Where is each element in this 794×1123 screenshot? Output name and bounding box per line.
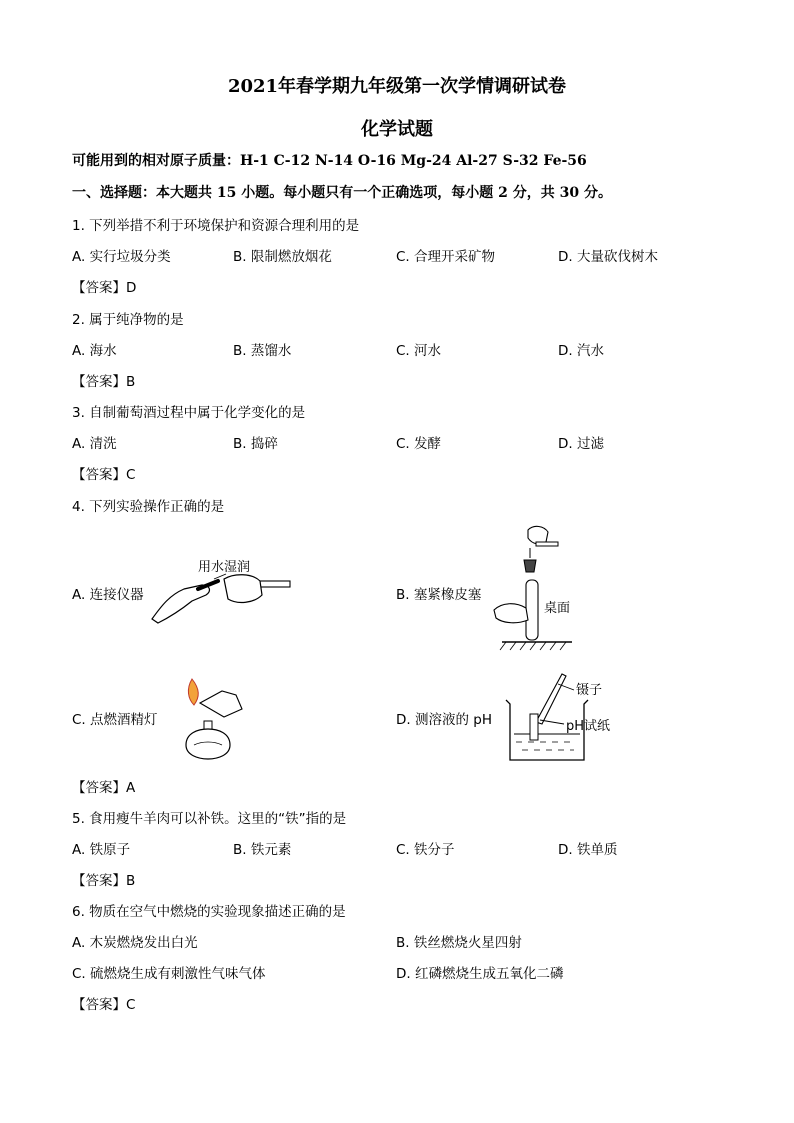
question-6-option-d: D. 红磷燃烧生成五氧化二磷: [396, 966, 564, 982]
rubber-stopper-icon: [524, 560, 536, 572]
answer-value: A: [126, 780, 136, 796]
question-3-option-c: C. 发酵: [396, 436, 442, 452]
atomic-masses: 可能用到的相对原子质量：H-1 C-12 N-14 O-16 Mg-24 Al-27 S-32 Fe-56: [72, 153, 587, 169]
question-2-answer: [72, 370, 135, 390]
question-6-option-b: B. 铁丝燃烧火星四射: [396, 935, 522, 951]
figure-label-ph-paper: pH试纸: [566, 719, 611, 734]
question-3-option-b: B. 捣碎: [233, 436, 278, 452]
question-3-option-a: A. 清洗: [72, 436, 117, 452]
desk-hatching: [500, 642, 566, 650]
figure-stopper: [492, 524, 578, 654]
answer-value: C: [126, 467, 136, 483]
question-6-stem: 6. 物质在空气中燃烧的实验现象描述正确的是: [72, 904, 346, 920]
left-hand-icon: [152, 585, 209, 623]
question-4-stem: 4. 下列实验操作正确的是: [72, 499, 225, 515]
figure-label-wet: 用水湿润: [198, 560, 251, 575]
question-5-stem: 5. 食用瘦牛羊肉可以补铁。这里的“铁”指的是: [72, 811, 347, 827]
question-2-option-d: D. 汽水: [558, 343, 604, 359]
answer-label: 【答案】: [72, 280, 126, 296]
answer-value: D: [126, 280, 137, 296]
figure-alcohol-lamp: [176, 675, 248, 765]
figure-ph-test: [500, 670, 640, 765]
answer-label: 【答案】: [72, 997, 126, 1013]
question-5-option-c: C. 铁分子: [396, 842, 455, 858]
answer-label: 【答案】: [72, 467, 126, 483]
exam-title: 2021年春学期九年级第一次学情调研试卷: [227, 76, 567, 97]
section-heading: 一、选择题：本大题共 15 小题。每小题只有一个正确选项，每小题 2 分，共 30 分。: [72, 185, 612, 201]
question-2-stem: 2. 属于纯净物的是: [72, 312, 184, 328]
question-5-option-a: A. 铁原子: [72, 842, 131, 858]
liquid-dashes: [516, 742, 574, 750]
flame-icon: [188, 679, 198, 705]
question-1-option-a: A. 实行垃圾分类: [72, 249, 171, 265]
question-1-option-b: B. 限制燃放烟花: [233, 249, 332, 265]
answer-value: C: [126, 997, 136, 1013]
question-5-option-b: B. 铁元素: [233, 842, 292, 858]
question-1-answer: [72, 276, 136, 296]
question-3-option-d: D. 过滤: [558, 436, 604, 452]
answer-value: B: [126, 374, 136, 390]
answer-value: B: [126, 873, 136, 889]
question-1-option-d: D. 大量砍伐树木: [558, 249, 658, 265]
question-3-stem: 3. 自制葡萄酒过程中属于化学变化的是: [72, 405, 306, 421]
lower-hand-icon: [494, 604, 528, 623]
question-2-option-a: A. 海水: [72, 343, 117, 359]
question-6-answer: [72, 993, 135, 1013]
answer-label: 【答案】: [72, 780, 126, 796]
question-4-answer: [72, 776, 135, 796]
exam-subtitle: 化学试题: [361, 119, 433, 140]
question-4-option-b: B. 塞紧橡皮塞: [396, 587, 482, 603]
answer-label: 【答案】: [72, 873, 126, 889]
question-1-option-c: C. 合理开采矿物: [396, 249, 496, 265]
question-6-option-c: C. 硫燃烧生成有刺激性气味气体: [72, 966, 266, 982]
question-4-option-a: A. 连接仪器: [72, 587, 144, 603]
question-3-answer: [72, 463, 135, 483]
ph-paper-icon: [530, 714, 538, 740]
lamp-body-icon: [186, 729, 230, 759]
question-2-option-c: C. 河水: [396, 343, 442, 359]
question-6-option-a: A. 木炭燃烧发出白光: [72, 935, 198, 951]
question-2-option-b: B. 蒸馏水: [233, 343, 292, 359]
question-5-option-d: D. 铁单质: [558, 842, 618, 858]
answer-label: 【答案】: [72, 374, 126, 390]
tilted-lamp-icon: [200, 691, 242, 717]
test-tube-icon: [526, 580, 538, 640]
tweezers-icon: [536, 674, 566, 724]
question-1-stem: 1. 下列举措不利于环境保护和资源合理利用的是: [72, 218, 360, 234]
upper-hand-icon: [528, 526, 548, 544]
question-4-option-d: D. 测溶液的 pH: [396, 712, 492, 728]
figure-label-desk: 桌面: [544, 601, 571, 616]
glass-tube-icon: [536, 542, 558, 546]
question-5-answer: [72, 869, 135, 889]
right-hand-icon: [224, 575, 262, 603]
figure-connect-apparatus: [148, 555, 298, 625]
figure-label-tweezers: 镊子: [576, 683, 603, 698]
question-4-option-c: C. 点燃酒精灯: [72, 712, 158, 728]
